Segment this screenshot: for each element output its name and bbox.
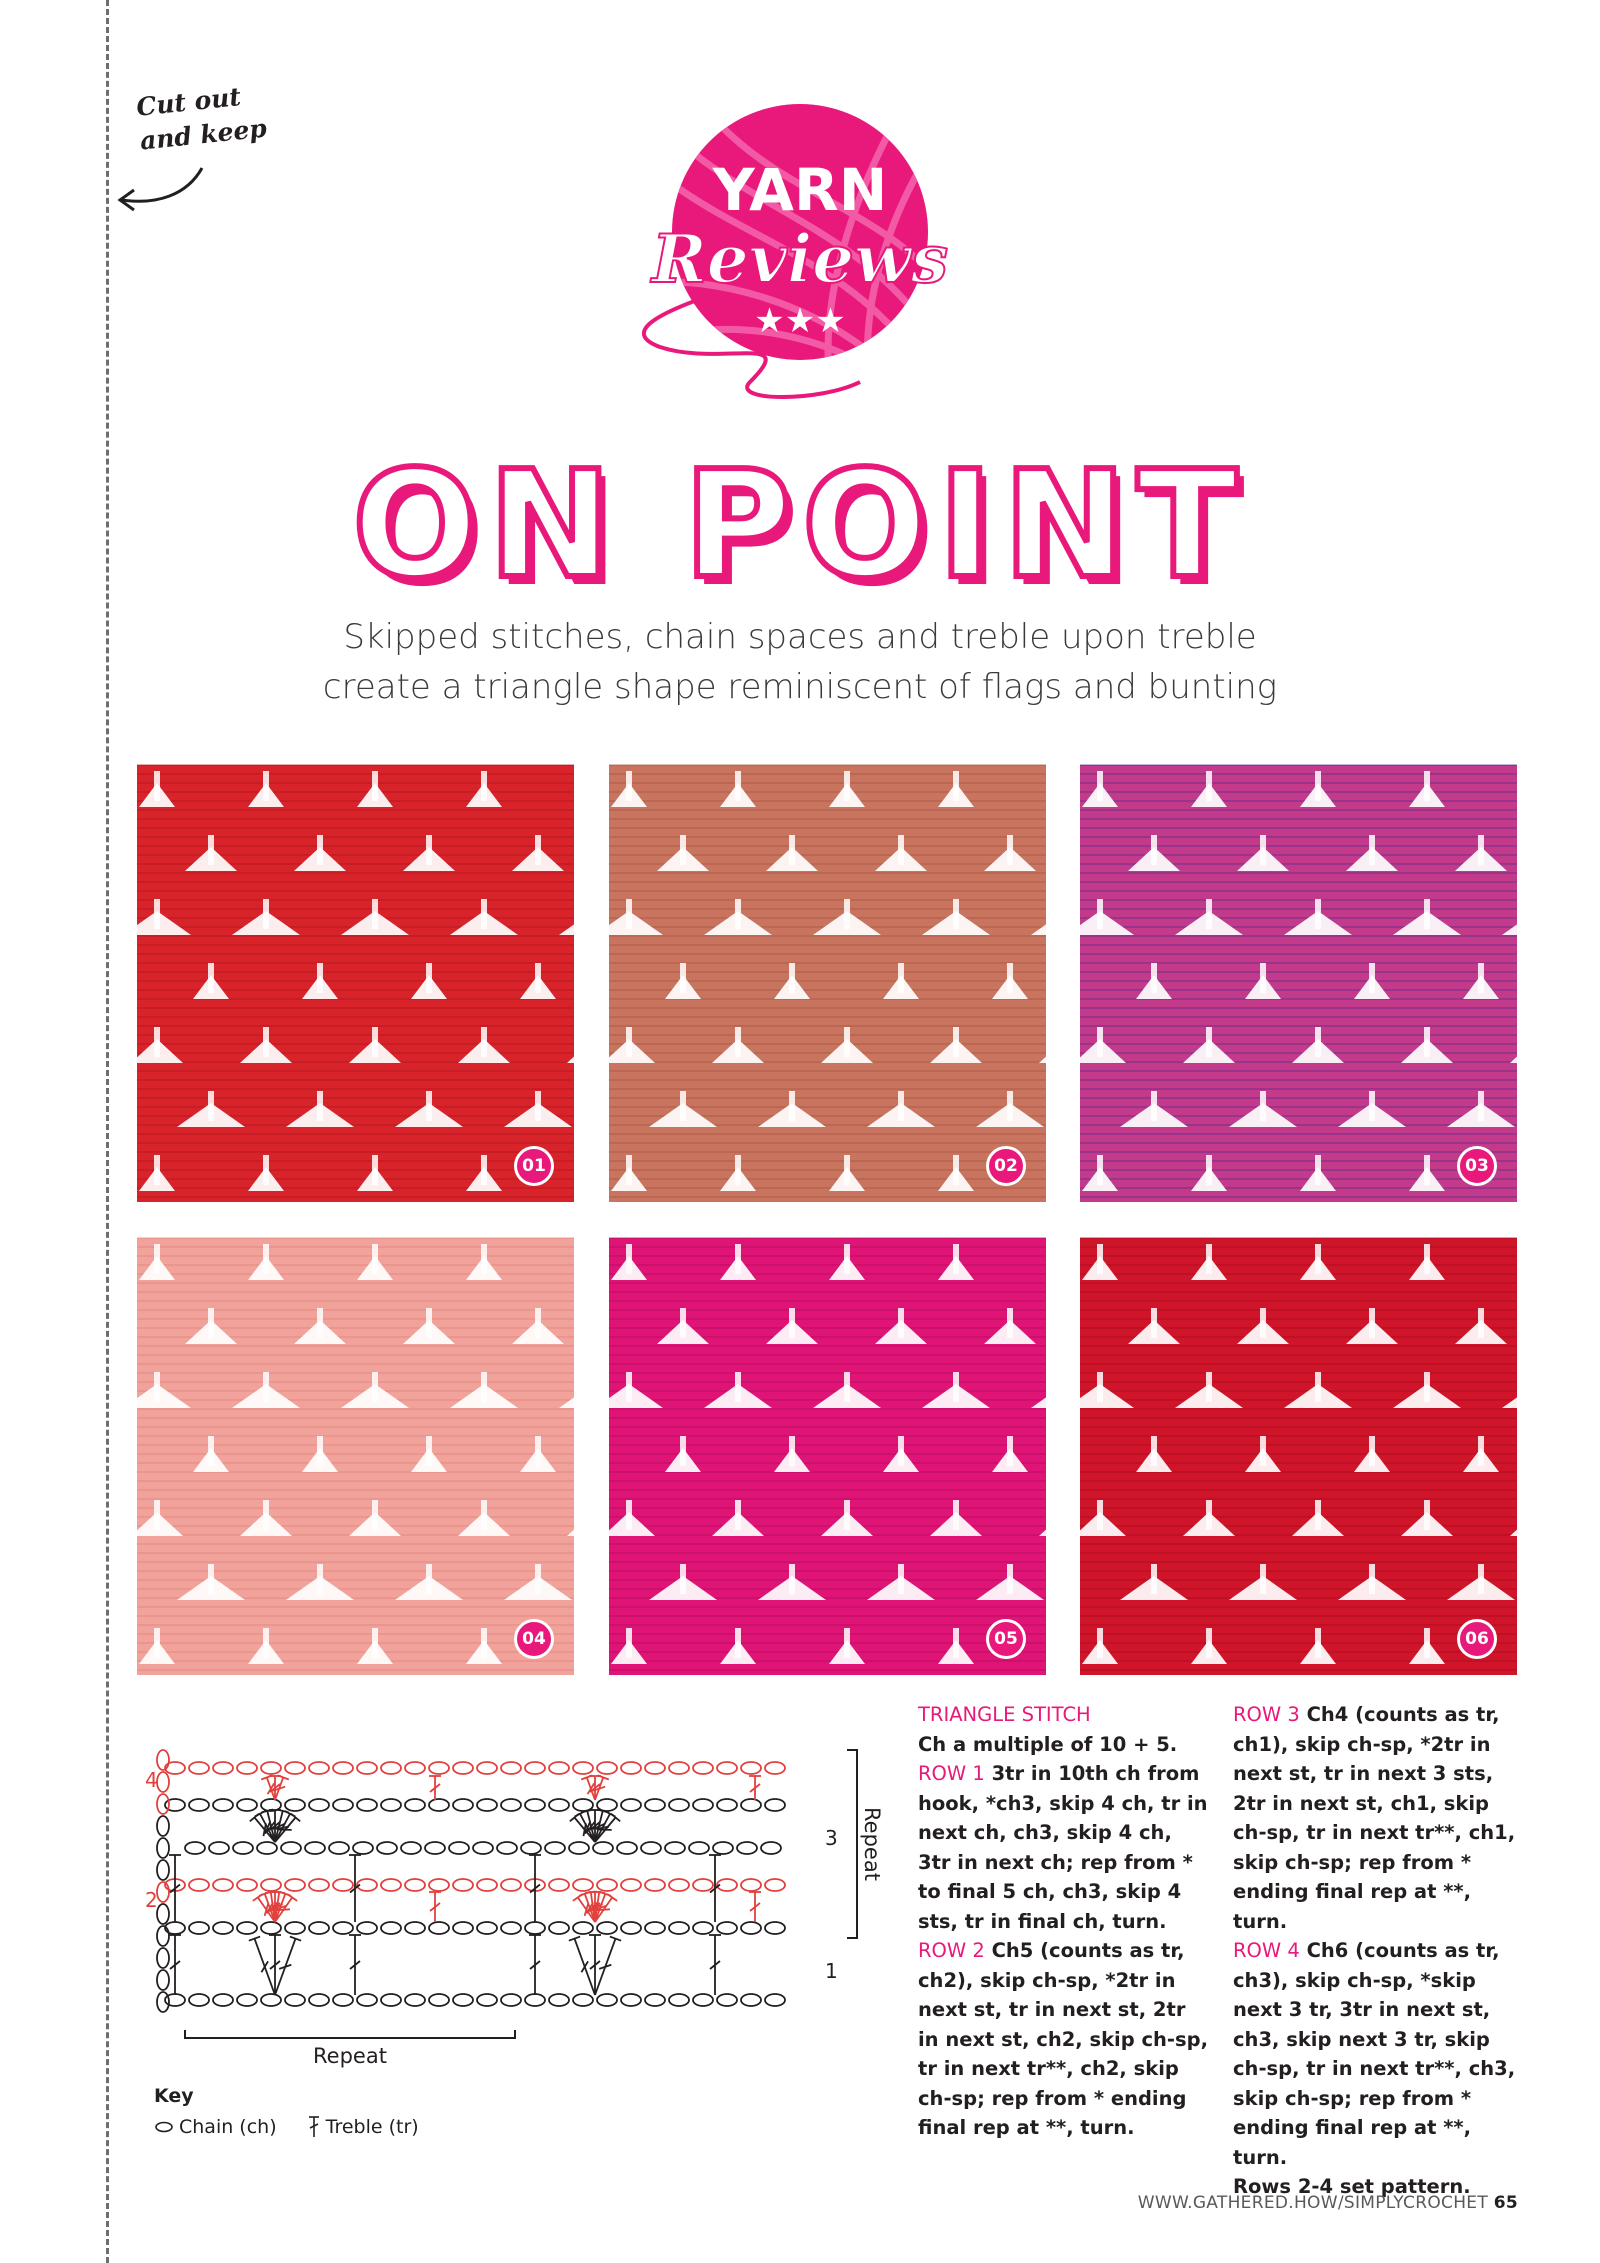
row-label-3: 3 (825, 1826, 838, 1850)
row3-text: Ch4 (counts as tr, ch1), skip ch-sp, *2tr in next st, tr in next 3 sts, 2tr in next st, ch1, skip ch-sp, tr in next tr**, ch1, skip ch-sp; rep from * ending final rep at **, turn. (1233, 1703, 1516, 1933)
swatch-02-texture (609, 765, 1046, 1202)
swatch-number: 02 (986, 1146, 1026, 1186)
swatch-number: 05 (986, 1619, 1026, 1659)
row-label-4: 4 (145, 1768, 158, 1792)
swatch-number: 04 (514, 1619, 554, 1659)
chart-symbols (157, 1750, 785, 2012)
key-treble-label: Treble (tr) (325, 2116, 419, 2138)
page-subtitle (0, 612, 1600, 712)
swatch-06 (1080, 1238, 1517, 1675)
logo-word-yarn: YARN (712, 156, 888, 224)
row-label-1: 1 (825, 1959, 838, 1983)
row1-text: 3tr in 10th ch from hook, *ch3, skip 4 ch, tr in next ch, ch3, skip 4 ch, 3tr in next ch; rep from * to final 5 ch, ch3, skip 4 sts, tr in final ch, turn. (918, 1762, 1208, 1933)
key-treble (307, 2115, 419, 2139)
row4-label: ROW 4 (1233, 1939, 1300, 1962)
pattern-heading: TRIANGLE STITCH (918, 1703, 1091, 1726)
chart-key (154, 2085, 441, 2139)
cut-out-line2: and keep (138, 113, 269, 156)
pattern-row1 (918, 1759, 1210, 1936)
subtitle-line2: create a triangle shape reminiscent of flags and bunting (322, 667, 1278, 707)
swatch-02 (609, 765, 1046, 1202)
swatch-number: 01 (514, 1146, 554, 1186)
pattern-row2 (918, 1936, 1210, 2143)
chain-symbol-icon (154, 2121, 174, 2133)
swatch-04-texture (137, 1238, 574, 1675)
row4-text: Ch6 (counts as tr, ch3), skip ch-sp, *skip next 3 tr, 3tr in next st, ch3, skip next 3 tr, skip ch-sp, tr in next tr**, ch3, skip ch-sp; rep from * ending final rep at **, turn. (1233, 1939, 1516, 2169)
cut-out-note (135, 77, 271, 158)
pattern-column-1 (918, 1700, 1210, 2143)
key-chain-label: Chain (ch) (179, 2116, 277, 2138)
pattern-row4 (1233, 1936, 1525, 2172)
cut-line (106, 0, 109, 2263)
yarn-reviews-logo (600, 82, 1000, 432)
swatch-number: 06 (1457, 1619, 1497, 1659)
swatch-number: 03 (1457, 1146, 1497, 1186)
row1-label: ROW 1 (918, 1762, 985, 1785)
swatch-03 (1080, 765, 1517, 1202)
row3-label: ROW 3 (1233, 1703, 1300, 1726)
pattern-row3 (1233, 1700, 1525, 1936)
logo-word-reviews: Reviews (651, 220, 949, 298)
logo-stars: ★★★ (754, 301, 846, 341)
swatch-05-texture (609, 1238, 1046, 1675)
footer-url: WWW.GATHERED.HOW/SIMPLYCROCHET (1137, 2193, 1489, 2213)
swatch-01 (137, 765, 574, 1202)
row-label-2: 2 (145, 1888, 158, 1912)
cut-out-line1: Cut out (135, 82, 243, 122)
row2-label: ROW 2 (918, 1939, 985, 1962)
curved-arrow-icon (112, 160, 212, 220)
page-footer (1138, 2193, 1518, 2213)
page-number: 65 (1493, 2193, 1518, 2213)
swatch-01-texture (137, 765, 574, 1202)
swatch-05 (609, 1238, 1046, 1675)
key-title: Key (154, 2085, 194, 2107)
repeat-label-horizontal: Repeat (313, 2044, 387, 2068)
repeat-label-vertical: Repeat (860, 1807, 884, 1881)
pattern-intro: Ch a multiple of 10 + 5. (918, 1732, 1178, 1756)
swatch-03-texture (1080, 765, 1517, 1202)
pattern-outro: Rows 2-4 set pattern. (1233, 2175, 1471, 2198)
swatch-06-texture (1080, 1238, 1517, 1675)
subtitle-line1: Skipped stitches, chain spaces and treble upon treble (343, 617, 1257, 657)
row2-text: Ch5 (counts as tr, ch2), skip ch-sp, *2tr in next st, tr in next st, 2tr in next st, ch2, skip ch-sp, tr in next tr**, ch2, skip ch-sp; rep from * ending final rep at **, turn. (918, 1939, 1208, 2139)
key-chain (154, 2116, 277, 2138)
swatch-04 (137, 1238, 574, 1675)
treble-symbol-icon (307, 2115, 321, 2139)
pattern-column-2 (1233, 1700, 1525, 2202)
stitch-chart (135, 1710, 884, 2090)
page-title: ON POINT (352, 439, 1248, 611)
